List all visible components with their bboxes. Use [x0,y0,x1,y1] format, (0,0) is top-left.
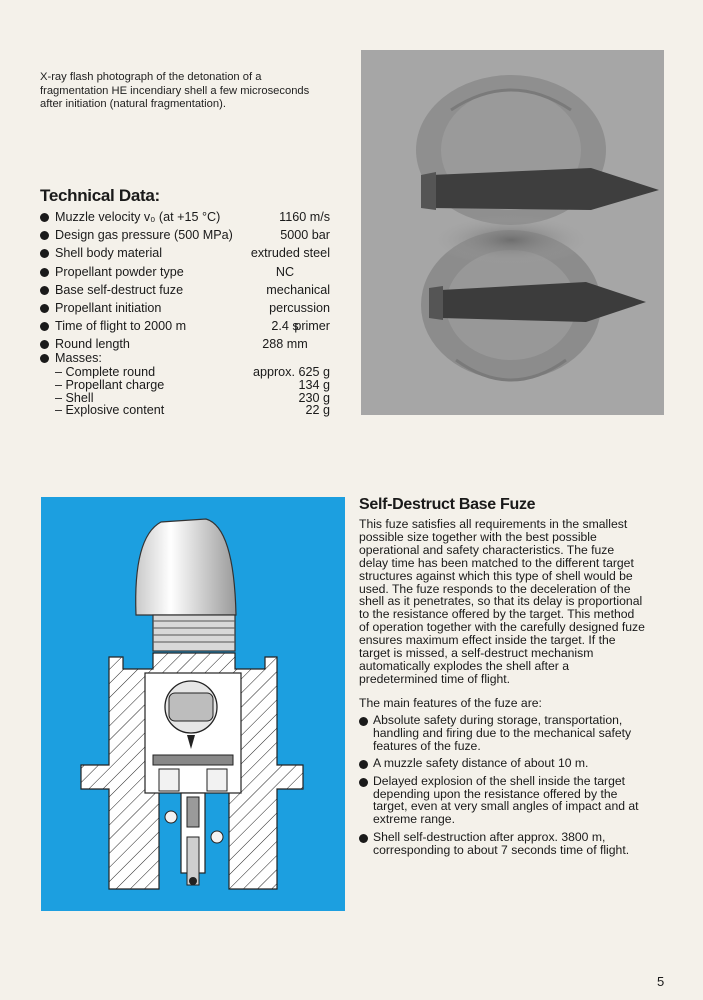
tech-value: mechanical [266,282,330,297]
mass-label: – Explosive content [55,403,165,418]
bullet-icon [359,834,368,843]
feature-text: Shell self-destruction after approx. 3800 m, corresponding to about 7 seconds time of flight. [373,829,630,857]
page-number: 5 [657,974,665,989]
feature-item [359,775,649,827]
feature-item [359,757,649,770]
masses-block [40,350,330,417]
tech-label: Propellant initiation [55,300,162,315]
bullet-icon [40,322,49,331]
tech-label: Design gas pressure (500 MPa) [55,228,233,243]
fuze-features-list [359,714,649,861]
bullet-icon [359,760,368,769]
tech-row [40,317,330,335]
mass-label: – Shell [55,390,94,405]
mass-label: – Complete round [55,365,156,379]
tech-label: Base self-destruct fuze [55,282,184,297]
feature-text: Delayed explosion of the shell inside the target depending upon the resistance offered by the target, even at very small angles of impact and at extreme range. [373,773,639,827]
tech-row [40,281,330,299]
mass-value: 22 g [305,403,330,418]
tech-label: Propellant powder type [55,264,184,279]
tech-value: 1160 m/s [279,210,330,224]
tech-label: Time of flight to 2000 m [55,319,187,334]
tech-value: 5000 bar [280,228,330,243]
bullet-icon [40,340,49,349]
mass-label: – Propellant charge [55,377,165,392]
bullet-icon [359,778,368,787]
fuze-description: This fuze satisfies all requirements in the smallest possible size together with the best possible operational and safety characteristics. The fuze delay time has been matched to the different target structures against which this type of shell would be used. The fuze responds to the deceleration of the shell as it penetrates, so that its delay is proportional to the resistance offered by the target. This method of operation together with the carefully designed fuze ensures maximum effect inside the target. If the target is missed, a self-destruct mechanism automatically explodes the shell after a predetermined time of flight. [359,517,645,686]
tech-row [40,226,330,244]
tech-label: Shell body material [55,246,163,261]
tech-row [40,244,330,262]
tech-value: 288 mm [262,337,308,352]
masses-heading-row [40,350,330,366]
tech-label: Muzzle velocity v₀ (at +15 °C) [55,210,221,224]
fuze-section-title: Self-Destruct Base Fuze [359,496,536,513]
tech-row [40,263,330,281]
fuze-cross-section-drawing [41,497,345,911]
tech-value: NC [275,264,295,279]
xray-caption: X-ray flash photograph of the detonation of a fragmentation HE incendiary shell a few microseconds after initiation (natural fragmentation). [40,71,310,110]
feature-text: Absolute safety during storage, transportation, handling and firing due to the mechanical safety features of the fuze. [373,713,632,753]
bullet-icon [40,354,49,363]
bullet-icon [40,286,49,295]
mass-row [40,366,330,379]
feature-item [359,714,649,753]
bullet-icon [40,213,49,222]
tech-value: extruded steel [250,246,330,261]
feature-item [359,831,649,857]
tech-label: Round length [55,337,130,352]
bullet-icon [40,231,49,240]
mass-row [40,404,330,417]
technical-data-title: Technical Data: [40,186,160,205]
feature-text: A muzzle safety distance of about 10 m. [373,756,589,771]
xray-photograph [361,50,664,415]
mass-value: approx. 625 g [252,365,330,379]
bullet-icon [40,268,49,277]
tech-value: percussion primer [269,300,330,334]
tech-value: 2.4 s [271,319,299,334]
bullet-icon [359,717,368,726]
features-intro: The main features of the fuze are: [359,696,542,710]
mass-value: 134 g [298,377,330,392]
mass-value: 230 g [298,390,330,405]
mass-row [40,379,330,392]
technical-data-list [40,208,330,354]
tech-row [40,208,330,226]
masses-label: Masses: [55,351,102,365]
bullet-icon [40,249,49,258]
bullet-icon [40,304,49,313]
